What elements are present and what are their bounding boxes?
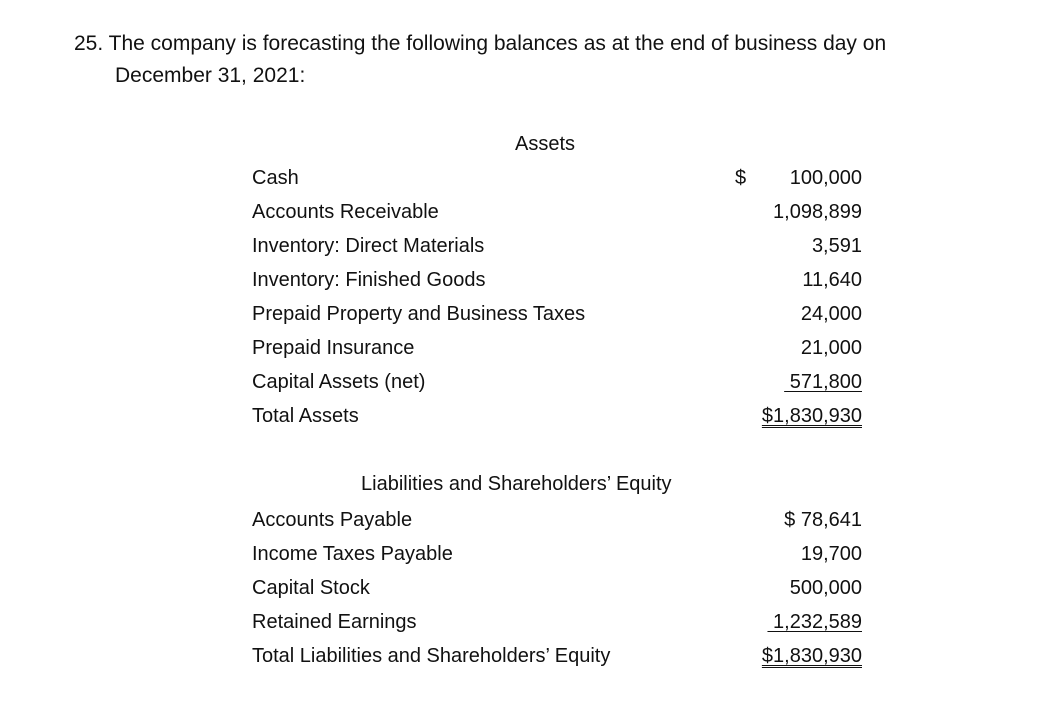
asset-label: Capital Assets (net) bbox=[252, 371, 426, 393]
question-line-2: December 31, 2021: bbox=[115, 64, 306, 87]
asset-row bbox=[252, 231, 864, 261]
total-assets-amount: $1,830,930 bbox=[761, 405, 862, 427]
asset-amount: 3,591 bbox=[811, 235, 862, 257]
liability-row bbox=[252, 607, 864, 637]
asset-row bbox=[252, 197, 864, 227]
liability-amount: $ 78,641 bbox=[784, 509, 862, 531]
asset-label: Inventory: Finished Goods bbox=[252, 269, 486, 291]
liability-label: Retained Earnings bbox=[252, 611, 417, 633]
total-liabilities-row bbox=[252, 641, 864, 671]
asset-amount: 21,000 bbox=[800, 337, 862, 359]
asset-amount: 571,800 bbox=[784, 371, 862, 393]
liability-amount: 19,700 bbox=[800, 543, 862, 565]
asset-amount: 1,098,899 bbox=[773, 201, 862, 223]
total-assets-row bbox=[252, 401, 864, 431]
asset-amount: 11,640 bbox=[802, 269, 862, 291]
liabilities-heading: Liabilities and Shareholders’ Equity bbox=[361, 473, 672, 495]
liability-row bbox=[252, 539, 864, 569]
question-line-1: 25. The company is forecasting the following balances as at the end of business day on bbox=[74, 32, 887, 55]
asset-row bbox=[252, 299, 864, 329]
currency-symbol: $ bbox=[735, 167, 747, 189]
asset-label: Inventory: Direct Materials bbox=[252, 235, 485, 257]
asset-row bbox=[252, 265, 864, 295]
liability-label: Capital Stock bbox=[252, 577, 370, 599]
asset-label: Cash bbox=[252, 167, 299, 189]
asset-amount: 100,000 bbox=[789, 167, 862, 189]
asset-row bbox=[252, 333, 864, 363]
total-assets-label: Total Assets bbox=[252, 405, 359, 427]
liability-amount: 500,000 bbox=[789, 577, 862, 599]
liability-amount: 1,232,589 bbox=[767, 611, 862, 633]
asset-label: Prepaid Insurance bbox=[252, 337, 415, 359]
liability-row bbox=[252, 505, 864, 535]
liability-row bbox=[252, 573, 864, 603]
asset-label: Prepaid Property and Business Taxes bbox=[252, 303, 586, 325]
asset-row bbox=[252, 163, 864, 193]
total-liabilities-label: Total Liabilities and Shareholders’ Equity bbox=[252, 645, 611, 667]
asset-amount: 24,000 bbox=[800, 303, 862, 325]
liability-label: Accounts Payable bbox=[252, 509, 413, 531]
asset-label: Accounts Receivable bbox=[252, 201, 439, 223]
liability-label: Income Taxes Payable bbox=[252, 543, 453, 565]
question-text bbox=[74, 28, 1024, 92]
asset-row bbox=[252, 367, 864, 397]
total-liabilities-amount: $1,830,930 bbox=[761, 645, 862, 667]
assets-heading: Assets bbox=[515, 133, 576, 155]
